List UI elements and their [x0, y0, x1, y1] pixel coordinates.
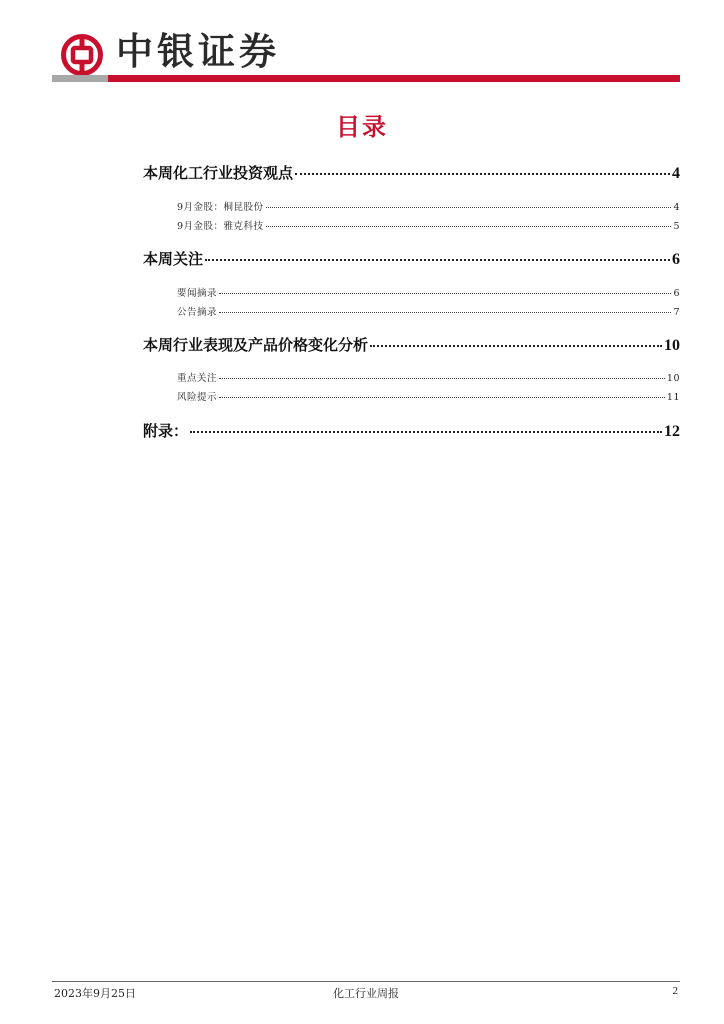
toc-leader-dots — [219, 377, 665, 379]
toc-entry[interactable] — [177, 285, 680, 299]
toc-entry-page: 5 — [673, 221, 680, 232]
toc-entry[interactable] — [143, 334, 680, 355]
toc-entry[interactable] — [143, 248, 680, 269]
report-name: 化工行业周报 — [333, 987, 399, 1000]
toc-entry[interactable] — [143, 162, 680, 183]
toc-entry-page: 12 — [664, 423, 680, 440]
toc-entry[interactable] — [177, 218, 680, 232]
toc-entry-page: 7 — [673, 307, 680, 318]
toc-entry-page: 4 — [672, 165, 680, 182]
toc-entry-page: 6 — [672, 251, 680, 268]
toc-entry-page: 10 — [664, 337, 680, 354]
page-footer — [54, 985, 678, 1001]
toc-leader-dots — [370, 344, 662, 347]
toc-entry[interactable] — [143, 420, 680, 441]
toc-entry-label: 附录： — [143, 422, 189, 440]
page-number: 2 — [672, 985, 678, 997]
toc-entry-label: 9月金股：雅克科技 — [177, 221, 264, 232]
report-date: 2023年9月25日 — [54, 987, 136, 1000]
toc-entry[interactable] — [177, 199, 680, 213]
toc-entry-label: 9月金股：桐昆股份 — [177, 202, 264, 213]
toc-entry-label: 风险提示 — [177, 392, 218, 403]
toc-leader-dots — [266, 225, 672, 227]
toc-leader-dots — [295, 172, 670, 175]
toc-entry-label: 本周行业表现及产品价格变化分析 — [143, 336, 369, 354]
toc-leader-dots — [219, 311, 671, 313]
toc-leader-dots — [219, 396, 665, 398]
toc-entry-page: 10 — [666, 373, 680, 384]
toc-entry-label: 重点关注 — [177, 373, 218, 384]
toc-entry-label: 本周化工行业投资观点 — [143, 164, 294, 182]
brand-name: 中银证券 — [116, 30, 280, 73]
toc-entry-page: 11 — [666, 392, 680, 403]
toc-entry[interactable] — [177, 304, 680, 318]
toc-leader-dots — [190, 430, 662, 433]
toc-leader-dots — [219, 292, 671, 294]
header-rule-gray — [52, 75, 108, 82]
toc-leader-dots — [266, 206, 672, 208]
toc-entry-label: 要闻摘录 — [177, 288, 218, 299]
toc-entry-page: 6 — [673, 288, 680, 299]
toc-entry[interactable] — [177, 370, 680, 384]
header-rule-red — [108, 75, 680, 82]
toc-entry-label: 公告摘录 — [177, 307, 218, 318]
footer-rule — [52, 981, 680, 982]
toc-entry-label: 本周关注 — [143, 250, 204, 268]
toc-entry[interactable] — [177, 389, 680, 403]
bank-of-china-logo-icon — [60, 33, 104, 77]
page-header — [0, 0, 724, 86]
toc-leader-dots — [205, 258, 670, 261]
toc-entry-page: 4 — [673, 202, 680, 213]
toc-title: 目录 — [336, 113, 388, 141]
